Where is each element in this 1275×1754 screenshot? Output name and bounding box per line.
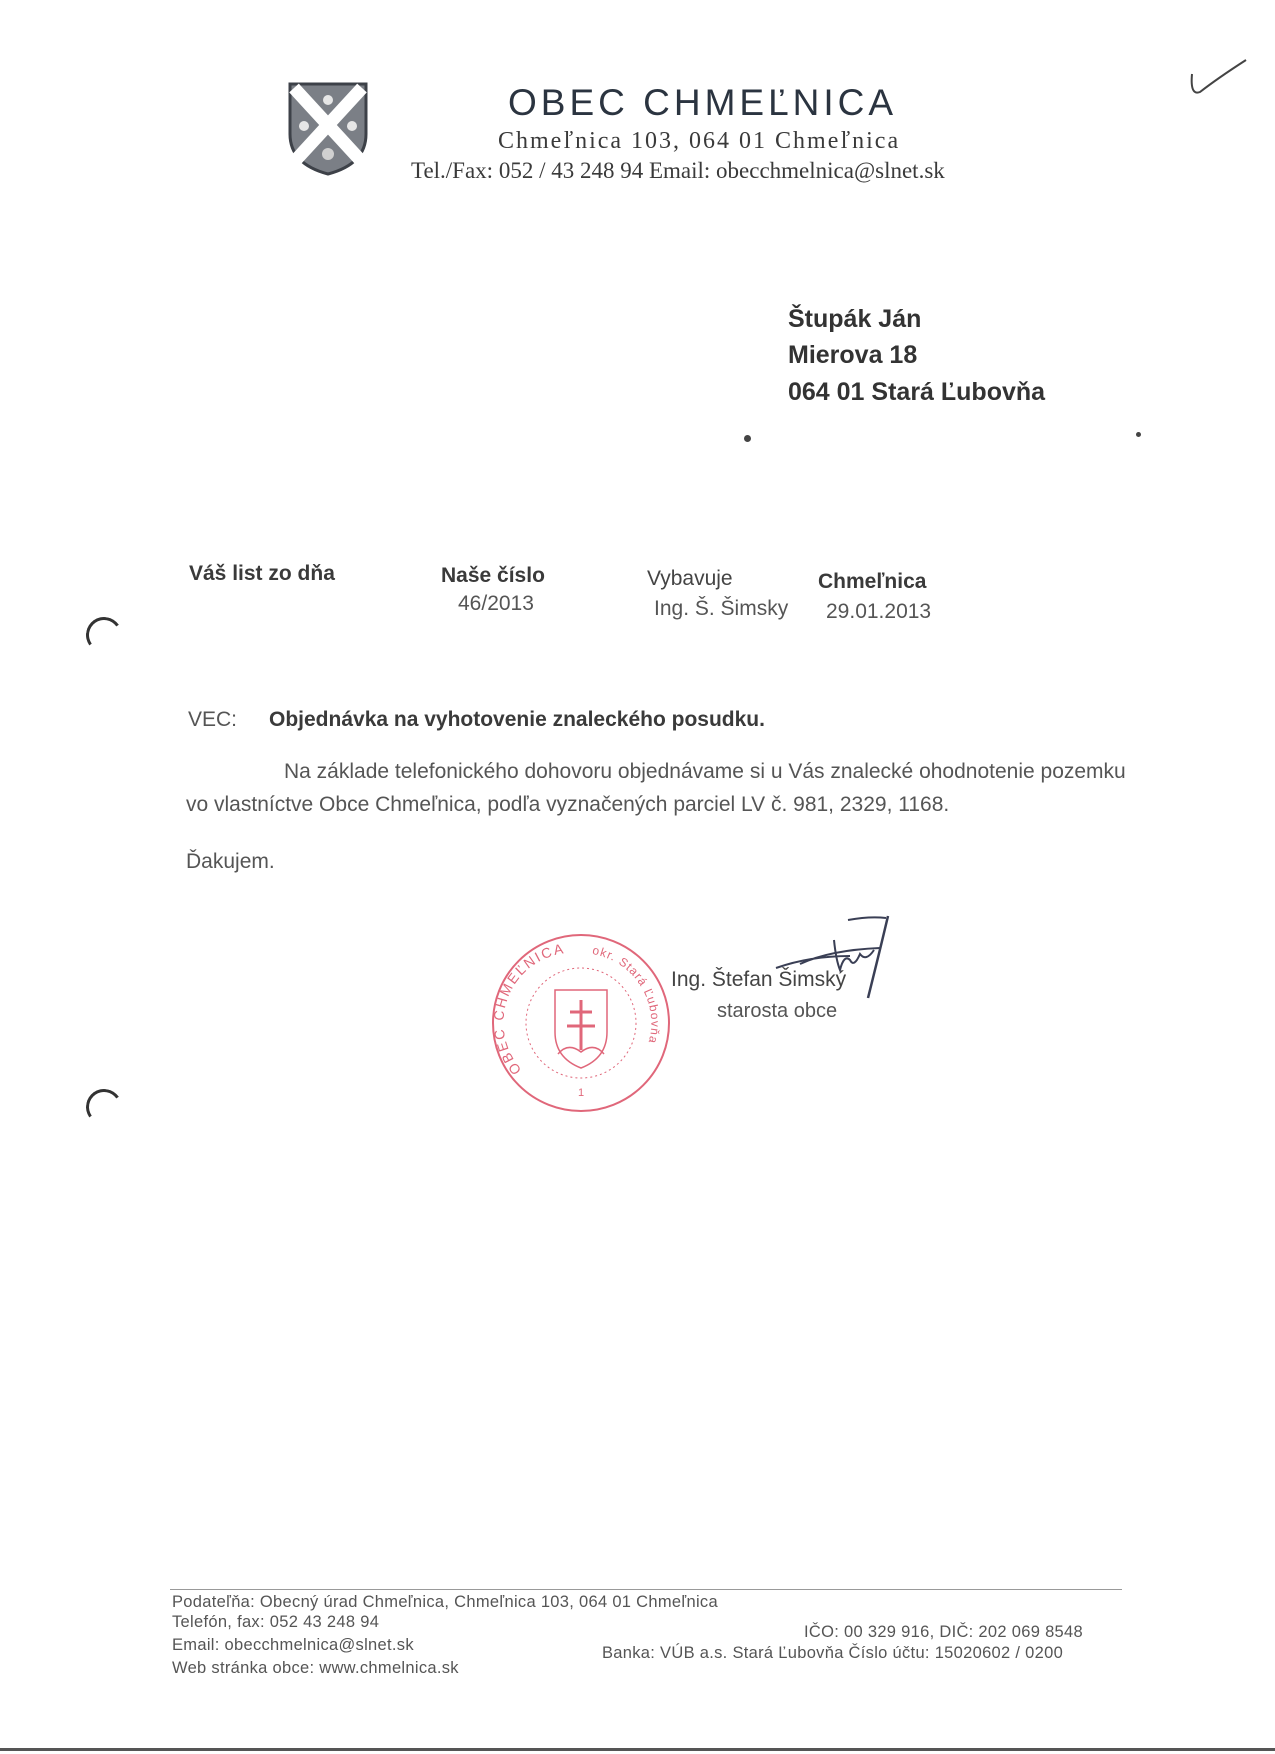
body-line-2: vo vlastníctve Obce Chmeľnica, podľa vyznačených parciel LV č. 981, 2329, 1168. [186, 793, 950, 816]
organization-contact: Tel./Fax: 052 / 43 248 94 Email: obecchmelnica@slnet.sk [411, 158, 945, 183]
organization-name: OBEC CHMEĽNICA [508, 82, 898, 123]
your-letter-label: Váš list zo dňa [189, 562, 335, 585]
closing-text: Ďakujem. [186, 850, 275, 873]
handwritten-check-mark [1188, 56, 1248, 106]
punch-hole [83, 614, 125, 656]
body-line-1: Na základe telefonického dohovoru objednávame si u Vás znalecké ohodnotenie pozemku [284, 760, 1126, 783]
our-number-label: Naše číslo [441, 564, 545, 587]
organization-address: Chmeľnica 103, 064 01 Chmeľnica [498, 128, 901, 154]
svg-text:okr. Stará Ľubovňa [591, 943, 662, 1045]
footer-phone: Telefón, fax: 052 43 248 94 [172, 1613, 380, 1631]
recipient-city: 064 01 Stará Ľubovňa [788, 378, 1046, 406]
signatory-name: Ing. Štefan Šimský [671, 968, 847, 991]
date-value: 29.01.2013 [826, 600, 932, 623]
page-bottom-edge [0, 1748, 1275, 1751]
footer-website: Web stránka obce: www.chmelnica.sk [172, 1659, 459, 1677]
footer-ico-dic: IČO: 00 329 916, DIČ: 202 069 8548 [804, 1623, 1083, 1641]
recipient-street: Mierova 18 [788, 341, 918, 369]
handled-by-label: Vybavuje [647, 567, 733, 590]
coat-of-arms-logo [288, 82, 368, 176]
recipient-name: Štupák Ján [788, 305, 922, 333]
scan-dot [1136, 432, 1141, 437]
stamp-text-right: okr. Stará Ľubovňa [591, 943, 663, 1046]
stamp-number: 1 [577, 1087, 585, 1099]
punch-hole [83, 1086, 125, 1128]
our-number-value: 46/2013 [458, 592, 534, 615]
scan-dot [744, 435, 751, 442]
stamp-text-left: OBEC CHMEĽNICA [490, 940, 567, 1079]
footer-email: Email: obecchmelnica@slnet.sk [172, 1636, 414, 1654]
signatory-title: starosta obce [717, 1000, 838, 1022]
handled-by-value: Ing. Š. Šimsky [654, 597, 789, 620]
footer-bank: Banka: VÚB a.s. Stará Ľubovňa Číslo účtu: 15020602 / 0200 [602, 1644, 1064, 1662]
place-label: Chmeľnica [818, 570, 927, 593]
footer-divider [170, 1589, 1122, 1590]
subject-text: Objednávka na vyhotovenie znaleckého posudku. [269, 708, 765, 731]
subject-label: VEC: [188, 708, 238, 731]
footer-registry: Podateľňa: Obecný úrad Chmeľnica, Chmeľnica 103, 064 01 Chmeľnica [172, 1593, 718, 1611]
official-stamp [488, 930, 674, 1116]
